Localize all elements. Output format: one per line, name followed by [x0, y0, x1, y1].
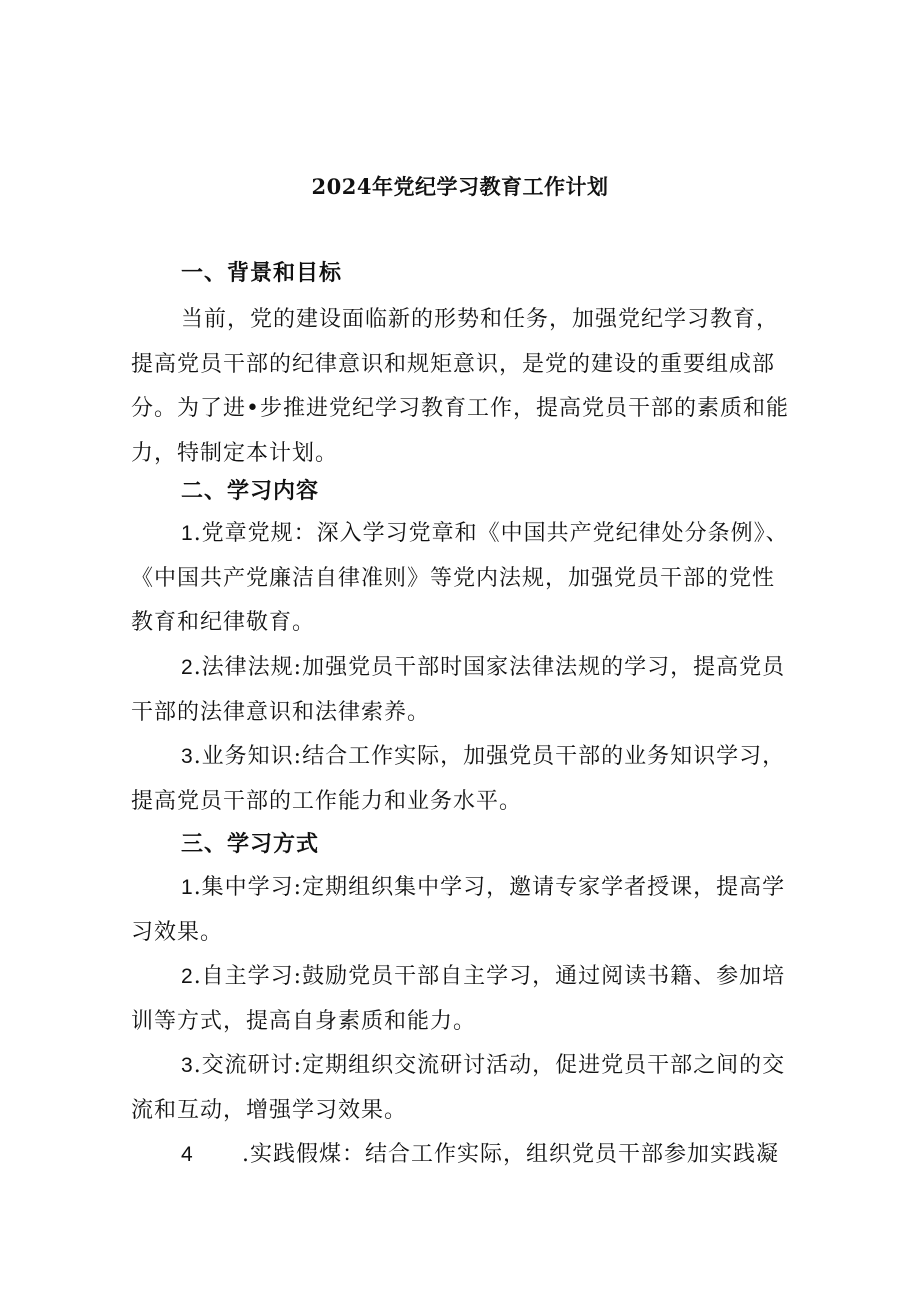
list-item-number: 4 [181, 1143, 193, 1166]
list-item-text: .党章党规：深入学习党章和《中国共产党纪律处分条例》、《中国共产党廉洁自律准则》等党内法规，加强党员干部的党性教育和纪律敬育。 [131, 521, 789, 635]
section-paragraph-background: 当前，党的建设面临新的形势和任务，加强党纪学习教育，提高党员干部的纪律意识和规矩意识，是党的建设的重要组成部分。为了进•步推进党纪学习教育工作，提高党员干部的素质和能力，特制定本计划。 [131, 307, 789, 466]
list-item-text: .业务知识:结合工作实际，加强党员干部的业务知识学习，提高党员干部的工作能力和业务水平。 [131, 744, 786, 814]
list-item-business [131, 735, 796, 824]
list-item-laws [131, 646, 796, 735]
list-item-centralized [131, 866, 796, 955]
list-item-text: .实践假煤：结合工作实际，组织党员干部参加实践凝 [242, 1142, 779, 1167]
list-item-number: 2 [181, 965, 194, 988]
list-item-text: .法律法规:加强党员干部时国家法律法规的学习，提高党员干部的法律意识和法律索养。 [131, 655, 786, 725]
list-item-number: 1 [181, 876, 194, 899]
list-item-party-rules [131, 512, 796, 646]
section-heading-background: 一、背景和目标 [181, 260, 343, 286]
list-item-number: 1 [181, 522, 194, 545]
list-item-number: 3 [181, 1054, 194, 1077]
section-heading-content: 二、学习内容 [181, 478, 320, 504]
section-heading-methods: 三、学习方式 [181, 831, 320, 857]
list-item-number: 2 [181, 656, 194, 679]
list-item-text: .集中学习:定期组织集中学习，邀请专家学者授课，提高学习效果。 [131, 875, 786, 945]
list-item-number: 3 [181, 745, 194, 768]
list-item-self-study [131, 955, 796, 1044]
document-title: 2024年党纪学习教育工作计划 [311, 174, 609, 199]
list-item-exchange [131, 1044, 796, 1133]
list-item-text: .交流研讨:定期组织交流研讨活动，促进党员干部之间的交流和互动，增强学习效果。 [131, 1053, 786, 1123]
list-item-text: .自主学习:鼓励党员干部自主学习，通过阅读书籍、参加培训等方式，提高自身素质和能力。 [131, 964, 786, 1034]
